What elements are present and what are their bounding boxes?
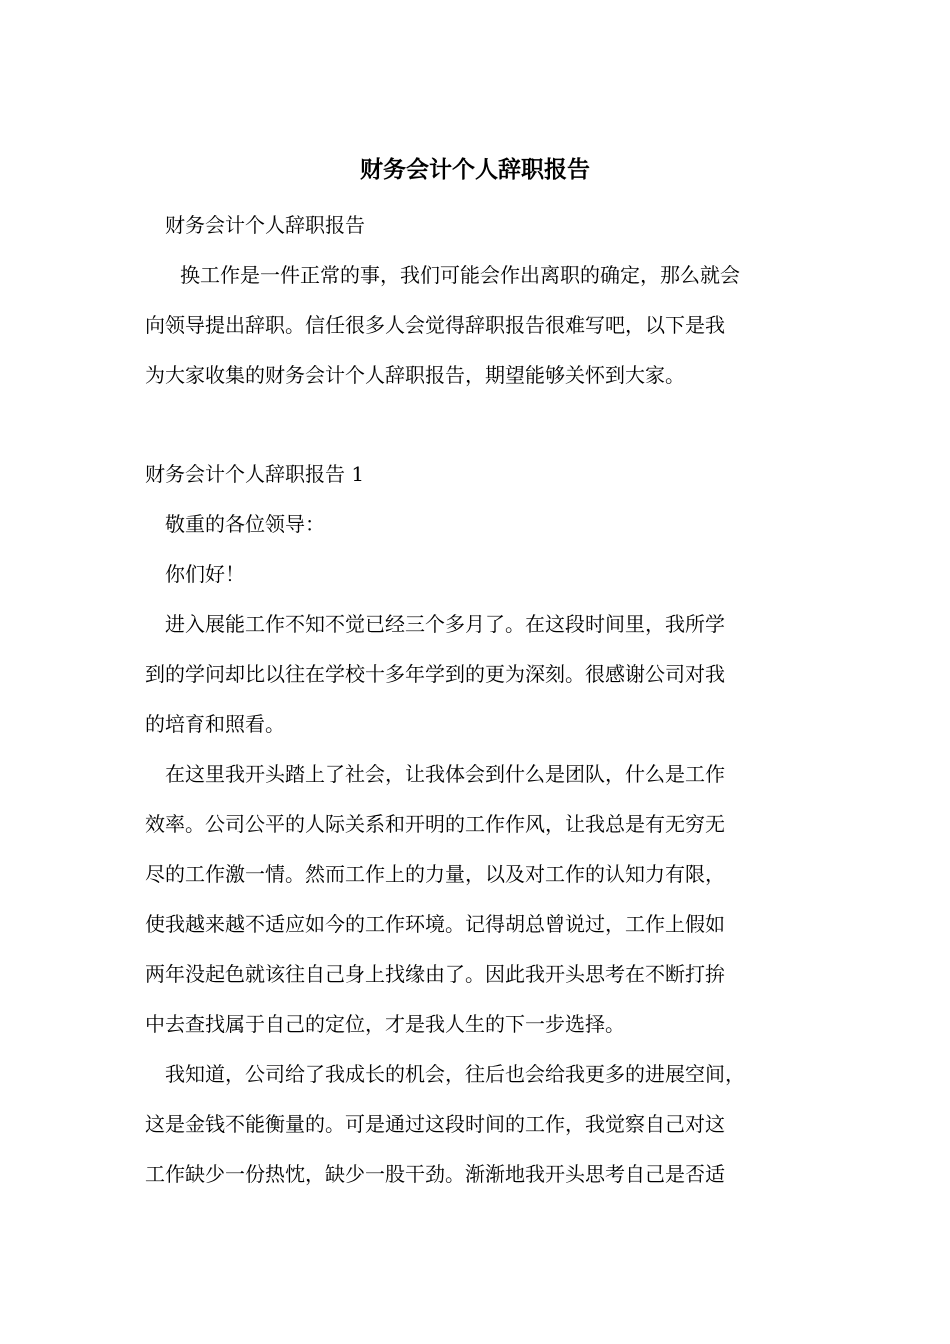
paragraph-line: 两年没起色就该往自己身上找缘由了。因此我开头思考在不断打拚 — [145, 962, 725, 986]
intro-line: 向领导提出辞职。信任很多人会觉得辞职报告很难写吧，以下是我 — [145, 313, 725, 337]
greeting: 你们好！ — [165, 562, 245, 586]
intro-line: 换工作是一件正常的事，我们可能会作出离职的确定，那么就会 — [180, 263, 740, 287]
paragraph-line: 中去查找属于自己的定位，才是我人生的下一步选择。 — [145, 1012, 625, 1036]
paragraph-line: 进入展能工作不知不觉已经三个多月了。在这段时间里，我所学 — [165, 612, 725, 636]
paragraph-line: 效率。公司公平的人际关系和开明的工作作风，让我总是有无穷无 — [145, 812, 725, 836]
salutation: 敬重的各位领导： — [165, 512, 325, 536]
paragraph-line: 尽的工作激一情。然而工作上的力量，以及对工作的认知力有限， — [145, 862, 725, 886]
letter-body — [145, 449, 825, 1199]
document-title: 财务会计个人辞职报告 — [360, 156, 590, 183]
paragraph-line: 在这里我开头踏上了社会，让我体会到什么是团队，什么是工作 — [165, 762, 725, 786]
document-body — [145, 200, 825, 400]
intro-line: 为大家收集的财务会计个人辞职报告，期望能够关怀到大家。 — [145, 363, 685, 387]
paragraph-line: 工作缺少一份热忱，缺少一股干劲。渐渐地我开头思考自己是否适 — [145, 1162, 725, 1186]
subtitle: 财务会计个人辞职报告 — [165, 213, 365, 237]
paragraph-line: 到的学问却比以往在学校十多年学到的更为深刻。很感谢公司对我 — [145, 662, 725, 686]
paragraph-line: 使我越来越不适应如今的工作环境。记得胡总曾说过，工作上假如 — [145, 912, 725, 936]
paragraph-line: 我知道，公司给了我成长的机会，往后也会给我更多的进展空间， — [165, 1062, 745, 1086]
paragraph-line: 这是金钱不能衡量的。可是通过这段时间的工作，我觉察自己对这 — [145, 1112, 725, 1136]
paragraph-line: 的培育和照看。 — [145, 712, 285, 736]
section-heading: 财务会计个人辞职报告 1 — [145, 462, 365, 486]
